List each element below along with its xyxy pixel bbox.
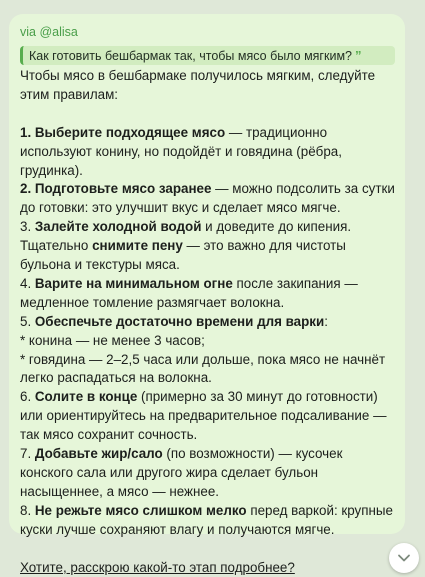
step-1 xyxy=(20,124,395,181)
step-2-text: — можно подсолить за сутки до готовки: это улучшит вкус и сделает мясо мягче. xyxy=(20,181,395,216)
step-3-title: Залейте холодной водой xyxy=(34,219,202,235)
step-3-title-2: снимите пену xyxy=(92,238,183,254)
step-6-title: Солите в конце xyxy=(34,389,138,405)
step-2-title: 2. Подготовьте мясо заранее xyxy=(20,181,212,197)
step-2 xyxy=(20,180,395,218)
message-bubble xyxy=(9,14,405,575)
step-3 xyxy=(20,218,395,275)
step-4-text: после закипания — медленное томление размягчает волокна. xyxy=(20,275,358,310)
reply-text: Как готовить бешбармак так, чтобы мясо было мягким? xyxy=(29,49,352,63)
step-7-title: Добавьте жир/сало xyxy=(34,446,163,462)
step-1-title: 1. Выберите подходящее мясо xyxy=(20,124,226,140)
step-8-text: перед варкой: крупные куски лучше сохраняют влагу и получаются мягче. xyxy=(20,502,393,537)
step-5-text: : xyxy=(324,313,328,329)
step-3-number: 3. xyxy=(20,219,35,235)
step-5 xyxy=(20,313,395,332)
step-7 xyxy=(20,445,395,502)
message-text xyxy=(20,67,395,577)
step-4-title: Варите на минимальном огне xyxy=(34,275,233,291)
followup-question: Хотите, расскрою какой-то этап подробнее? xyxy=(20,559,295,575)
via-bot-label[interactable]: via @alisa xyxy=(20,25,78,39)
step-3-text: и доведите до кипения. Тщательно xyxy=(20,219,352,254)
step-6-text: (примерно за 30 минут до готовности) или ориентируйтесь на предварительное подсаливание — так мясо сохранит сочность. xyxy=(20,389,387,443)
step-4 xyxy=(20,275,395,313)
step-5-item-beef: * говядина — 2–2,5 часа или дольше, пока мясо не начнёт легко распадаться на волокна. xyxy=(20,351,386,386)
step-3-text-2: — это важно для чистоты бульона и текстуры мяса. xyxy=(20,238,346,273)
step-1-text: — традиционно используют конину, но подойдёт и говядина (рёбра, грудинка). xyxy=(20,124,342,178)
chevron-down-icon xyxy=(397,551,411,565)
step-7-number: 7. xyxy=(20,446,35,462)
step-8-title: Не режьте мясо слишком мелко xyxy=(34,502,247,518)
step-5-number: 5. xyxy=(20,313,35,329)
intro-text: Чтобы мясо в бешбармаке получилось мягким, следуйте этим правилам: xyxy=(20,68,376,102)
step-8-number: 8. xyxy=(20,502,35,518)
step-6-number: 6. xyxy=(20,389,35,405)
reply-quote[interactable] xyxy=(20,46,395,65)
step-6 xyxy=(20,388,395,445)
scroll-down-button[interactable] xyxy=(389,543,419,573)
step-5-item-horse: * конина — не менее 3 часов; xyxy=(20,332,205,348)
step-7-text: (по возможности) — кусочек конского сала или другого жира сделает бульон насыщеннее, а мясо — нежнее. xyxy=(20,446,343,499)
step-4-number: 4. xyxy=(20,275,35,291)
quote-icon: ” xyxy=(355,48,362,63)
step-8 xyxy=(20,502,395,540)
step-5-title: Обеспечьте достаточно времени для варки xyxy=(34,313,325,329)
